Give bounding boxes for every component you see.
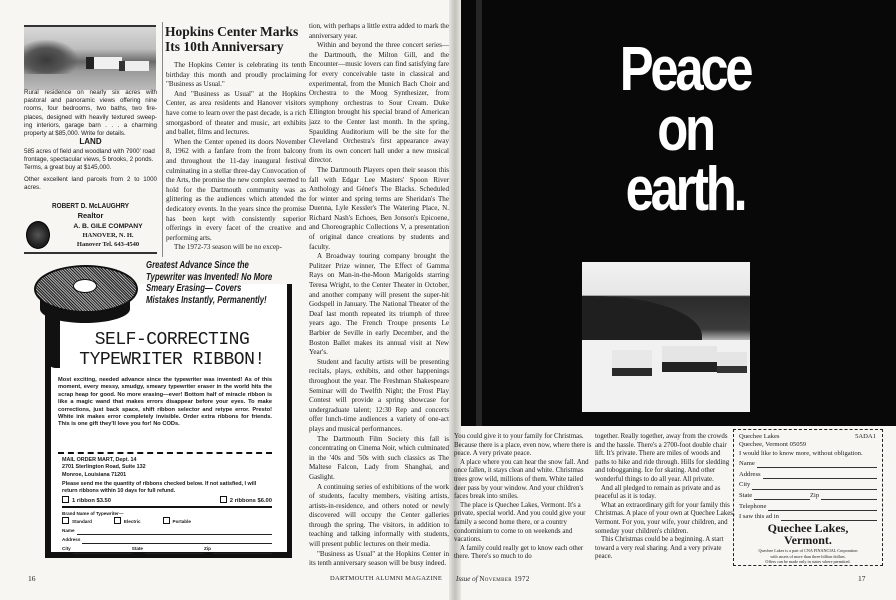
spool-hole <box>73 279 97 293</box>
state-line[interactable] <box>145 547 204 554</box>
address-line: MAIL ORDER MART, Dept. 14 <box>62 457 137 463</box>
photo-barn <box>119 61 149 71</box>
city-label: City <box>62 546 71 552</box>
coupon-line3: I would like to know more, without obligation. <box>739 449 863 457</box>
zip-label: Zip <box>204 546 211 552</box>
residence-description: Rural residence on nearly six acres with pastoral and panoramic views offering nine rooms, four bedrooms, two baths, two fire-places, designed with heavily textured sweep-ing interiors, garage barn . . . a charming property at $85,000. Write for details. <box>24 89 157 138</box>
ad-paragraph: A place where you can hear the snow fall. And once fallen, it stays clean and white. Christmas trees grow wild, millions of them. White tailed deer pass by your window. And your children's faces break into smiles. <box>454 458 589 501</box>
option-2-ribbons[interactable] <box>220 496 272 505</box>
address-line: Monroe, Louisiana 71201 <box>62 471 127 478</box>
type-electric-label: Electric <box>123 519 141 524</box>
photo-house <box>86 57 122 69</box>
coupon-zip-line[interactable] <box>821 493 877 500</box>
ad-copy-column-1 <box>454 433 594 562</box>
article-headline: Hopkins Center Marks Its 10th Anniversary <box>165 24 299 54</box>
realtor-seal-icon <box>26 221 50 249</box>
ad-paragraph: together. Really together, away from the crowds and the hassle. There's a 2700-foot double chair lift. It's private. There are miles of woods and paths to hike and ride through. Hills for sledding and tobogganing. Ice for skating. And other wonderful things to do all year. All private. <box>595 433 730 483</box>
ad-paragraph: And all pledged to remain as private and as peaceful as it is today. <box>595 484 721 501</box>
article-paragraph: A continuing series of exhibitions of the work of students, faculty members, visiting artists, artists-in-residence, and others noted or newly discovered will occupy the Center galleries through the spring. The visitors, in addition to teaching and talking informally with students, will present public lectures on their media. <box>309 482 449 549</box>
ad-paragraph: You could give it to your family for Christmas. Because there is a place, even now, where there is peace. A very private peace. <box>454 433 592 458</box>
article-paragraph: Student and faculty artists will be presenting recitals, plays, exhibits, and other happenings throughout the year. The Freshman Shakespeare Seminar will do Twelfth Night; the Frost Play Contest will provide a spring showcase for undergraduate talent; 12:30 Rep and concerts offer lunch-time audiences a variety of one-act plays and musical performances. <box>309 357 449 433</box>
article-column-1 <box>166 61 306 253</box>
coupon-name-field[interactable] <box>739 458 877 469</box>
agent-name: ROBERT D. McLAUGHRY <box>52 201 129 210</box>
mail-order-address <box>62 457 272 479</box>
ad-paragraph: What an extraordinary gift for your family this Christmas. A place of your own at Quechee Lakes, Vermont. For you, your wife, your children, and someday your children's children. <box>595 501 735 535</box>
coupon-telephone-line[interactable] <box>768 504 877 511</box>
article-paragraph: And "Business as Usual" at the Hopkins Center, as area residents and Hanover visitors have come to learn over the past decade, is a rich smorgasbord of theater and music, art exhibits and ballet, films and lectures. <box>166 89 306 137</box>
column-divider <box>162 22 163 257</box>
coupon-saw-field[interactable] <box>739 511 877 522</box>
city-state-zip-field[interactable] <box>62 544 272 553</box>
ad-headline <box>566 35 804 224</box>
other-parcels-text: Other excellent land parcels from 2 to 1000 acres. <box>24 176 157 192</box>
name-field[interactable] <box>62 526 272 535</box>
coupon-zip-label: Zip <box>810 491 820 499</box>
coupon-name-label: Name <box>739 460 755 468</box>
order-options <box>62 496 272 505</box>
fine-line: Quechee Lakes is a part of CNA FINANCIAL Corporation <box>758 548 858 554</box>
order-text: Please send me the quantity of ribbons checked below. If not satisfied, I will return ribbons within 10 days for full refund. <box>62 481 257 495</box>
name-line[interactable] <box>77 528 272 535</box>
address-label: Address <box>62 537 81 543</box>
type-portable[interactable] <box>163 517 191 526</box>
option-1-label: 1 ribbon $3.50 <box>72 497 111 504</box>
coupon-city-field[interactable] <box>739 479 877 490</box>
option-2-label: 2 ribbons $6.00 <box>229 497 272 504</box>
company-phone: Hanover Tel. 643-4540 <box>76 241 140 248</box>
address-field[interactable] <box>62 535 272 544</box>
page-number-right: 17 <box>858 574 866 583</box>
ad-copy-column-2 <box>595 433 735 562</box>
ribbon-tail <box>46 318 60 368</box>
coupon-address-field[interactable] <box>739 468 877 479</box>
order-form <box>62 511 272 554</box>
coupon-brand <box>739 522 877 546</box>
issue-of: of <box>472 575 478 583</box>
type-portable-label: Portable <box>172 519 191 524</box>
checkbox-icon[interactable] <box>114 517 121 524</box>
ad-paragraph: This Christmas could be a beginning. A start toward a very real sharing. And a very private peace. <box>595 536 724 561</box>
coupon-brand-line1: Quechee Lakes, <box>767 521 849 536</box>
article-paragraph: Within and beyond the three concert series—the Dartmouth, the Milton Gill, and the Encounter—music lovers can find satisfying fare for every conceivable taste in classical and experimental, from the Munich Bach Choir and Orchestra to the Moog Synthesizer, from symphony orchestras to Sour Cream. Duke Ellington brought his special brand of American jazz to the Center last month. In the spring, Spaulding Auditorium will be the site for the Cleveland Orchestra's first appearance away from its own concert hall under a new musical director. <box>309 41 449 165</box>
zip-line[interactable] <box>213 547 272 554</box>
coupon-brand-line2: Vermont. <box>784 533 832 548</box>
company-location: HANOVER, N. H. <box>82 232 134 239</box>
coupon-address-line[interactable] <box>763 472 877 479</box>
quechee-coupon <box>733 429 883 566</box>
company-name: A. B. GILE COMPANY <box>73 223 143 230</box>
coupon-code: 5ADA1 <box>855 433 876 440</box>
headline-line2: on <box>657 95 713 164</box>
article-column-2 <box>309 22 449 569</box>
headline-line3: earth. <box>625 155 745 224</box>
ribbon-ad-title-line2: TYPEWRITER RIBBON! <box>79 350 265 370</box>
article-paragraph: The 1972-73 season will be no excep- <box>174 243 282 252</box>
article-paragraph: When the Center opened its doors November 8, 1962 with a fanfare from the front balcony and throughout the 11-day inaugural festival culminating in a stellar three-day Convocation of the Arts, the promise the new complex seemed to hold for the Dartmouth community was as glittering as the audiences which attended the dedicatory events. In the years since the promise has been kept with consistently superior offerings in every facet of the creative and performing arts. <box>166 137 306 242</box>
ad-paragraph: The place is Quechee Lakes, Vermont. It's a private, special world. And you could give your family a second home there, or a country condominium to come to on weekends and vacations. <box>454 501 586 544</box>
coupon-telephone-field[interactable] <box>739 500 877 511</box>
city-line[interactable] <box>73 547 132 554</box>
form-divider <box>62 506 272 508</box>
photo-trees <box>24 39 79 74</box>
article-paragraph: The Dartmouth Film Society this fall is concentrating on Cinema Noir, which culminated in the '40s and '50s with such classics as The Maltese Falcon, Lady from Shanghai, and Gaslight. <box>309 434 449 481</box>
coupon-saw-line[interactable] <box>781 514 877 521</box>
article-paragraph: tion, with perhaps a little extra added to mark the anniversary year. <box>309 22 449 40</box>
article-paragraph: The Hopkins Center is celebrating its tenth birthday this month and proudly proclaiming "Business as Usual." <box>166 61 306 89</box>
address-line[interactable] <box>82 537 272 544</box>
issue-date: November 1972 <box>479 575 530 583</box>
type-standard-label: Standard <box>72 519 92 524</box>
typewriter-type-options <box>62 517 272 526</box>
headline-line1: Peace <box>619 35 751 104</box>
issue-prefix: Issue <box>456 575 471 583</box>
ribbon-ad-body: Most exciting, needed advance since the typewriter was invented! As of this moment, every messy, smudgy, smeary typewriter eraser in the world hits the scrap heap for good. No more erasing—ever! Bottom half of miracle ribbon is like a magic wand that makes errors disappear before your eyes. To make corrections, just back space, shift ribbon selector and retype error. Presto! White ink makes error completely invisible. Order extra ribbons for friends. This is one gift they'll love you for! No CODs. <box>58 377 272 428</box>
article-paragraph: A Broadway touring company brought the Pulitzer Prize winner, The Effect of Gamma Rays on Man-in-the-Moon Marigolds starring Teresa Wright, to the Center Theater in October, and another company will present the super-hit Godspell in January. The National Theater of the Deaf last month repeated its triumph of three years ago. The French Troupe presents Le Barbier de Seville in early December, and the Boston Ballet makes its annual visit at New Year's. <box>309 252 449 357</box>
coupon-name-line[interactable] <box>757 461 877 468</box>
coupon-state-line[interactable] <box>754 493 810 500</box>
option-1-ribbon[interactable] <box>62 496 111 505</box>
coupon-fine-print <box>739 548 877 564</box>
ribbon-ad-headlines: Greatest Advance Since the Typewriter was Invented! No More Smeary Erasing— Covers Mistakes Instantly, Permanently! <box>146 260 273 306</box>
brand-label: Brand Name of Typewriter— <box>62 511 124 516</box>
name-label: Name <box>62 528 75 533</box>
snowy-village-photo <box>582 262 750 412</box>
checkbox-icon[interactable] <box>220 496 227 503</box>
checkbox-icon[interactable] <box>163 517 170 524</box>
fine-line: with assets of more than three billion dollars. <box>770 553 846 559</box>
fine-line: Offers can be made only in states where permitted. <box>765 558 851 564</box>
article-paragraph: "Business as Usual" at the Hopkins Center in its tenth anniversary season will be busy indeed. <box>309 549 449 568</box>
photo-roof <box>717 352 747 373</box>
coupon-address-label: Address <box>739 470 761 478</box>
land-text: 585 acres of field and woodland with 7900' road frontage, spectacular views, 5 brooks, 2 ponds. Terms, a great buy at $145,000. <box>24 148 155 172</box>
ribbon-ad-title <box>62 330 282 370</box>
company-location-phone <box>58 231 158 249</box>
state-label: State <box>131 546 143 552</box>
type-electric[interactable] <box>114 517 141 526</box>
issue-date-footer <box>456 575 530 583</box>
ribbon-ad-title-line1: SELF-CORRECTING <box>94 330 250 350</box>
panel-edge <box>476 0 482 426</box>
coupon-state-zip-field[interactable] <box>739 490 877 501</box>
land-heading: LAND <box>79 137 102 146</box>
photo-roof <box>612 350 652 376</box>
page-number-left: 16 <box>28 574 36 583</box>
coupon-telephone-label: Telephone <box>739 502 767 510</box>
ad-paragraph: A family could really get to know each other there. There's so much to do <box>454 544 584 561</box>
residence-photo <box>24 25 156 90</box>
type-standard[interactable] <box>62 517 92 526</box>
coupon-saw-label: I saw this ad in <box>739 513 779 521</box>
agent-title: Realtor <box>77 211 104 220</box>
article-paragraph: The Dartmouth Players open their season this fall with Edgar Lee Masters' Spoon River Anthology and Génet's The Blacks. Scheduled for winter and spring terms are Sheridan's The Duenna, Lyle Kessler's The Watering Place, N. Richard Nash's Echoes, Ben Jonson's Epicoene, and Choreographic Collections V, a presentation of original dance creations by students and faculty. <box>309 165 449 251</box>
divider <box>24 252 157 254</box>
order-instructions <box>62 481 272 505</box>
checkbox-icon[interactable] <box>62 517 69 524</box>
photo-hill <box>582 296 702 341</box>
magazine-footer: DARTMOUTH ALUMNI MAGAZINE <box>330 575 443 582</box>
checkbox-icon[interactable] <box>62 496 69 503</box>
cut-line <box>58 452 272 454</box>
coupon-line2: Quechee, Vermont 05059 <box>739 441 807 449</box>
coupon-city-line[interactable] <box>752 483 877 490</box>
coupon-line1: Quechee Lakes <box>739 433 780 440</box>
coupon-city-label: City <box>739 481 751 489</box>
coupon-state-label: State <box>739 491 753 499</box>
photo-roof <box>662 346 717 372</box>
address-line: 2701 Sterlington Road, Suite 132 <box>62 464 146 471</box>
